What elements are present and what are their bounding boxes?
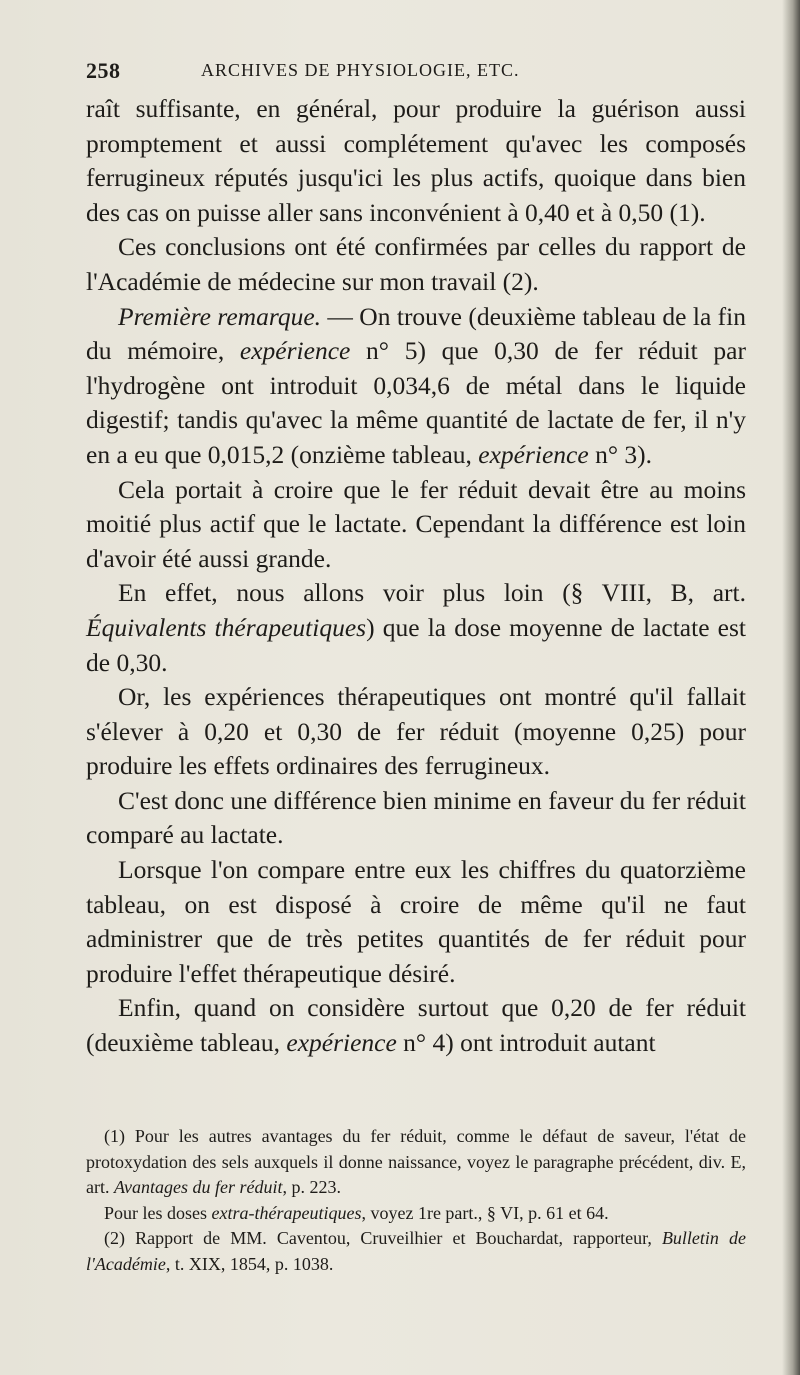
paragraph-text: n° 4) ont introduit autant (396, 1028, 656, 1058)
footnote-text: (2) Rapport de MM. Caventou, Cruveilhier et Bouchardat, rapporteur, (104, 1228, 662, 1248)
paragraph-text: En effet, nous allons voir plus loin (§ VIII, B, art. (118, 578, 746, 608)
footnote-1 (86, 1124, 746, 1201)
footnote-text: , voyez 1re part., § VI, p. 61 et 64. (361, 1202, 609, 1223)
paragraph-text: C'est donc une différence bien minime en faveur du fer réduit comparé au lactate. (86, 785, 746, 850)
paragraph (86, 784, 746, 853)
paragraph-text: — On trouve (deuxième tableau de la fin du mémoire, (86, 301, 746, 366)
paragraph-text: Cela portait à croire que le fer réduit devait être au moins moitié plus actif que le lactate. Cependant la différence est loin d'avoir été aussi grande. (86, 474, 746, 573)
emphasis: expérience (286, 1028, 397, 1058)
footnotes (86, 1124, 746, 1277)
paragraph (86, 473, 746, 577)
footnote-text: (1) Pour les autres avantages du fer réduit, comme le défaut de saveur, l'état de protoxydation des sels auxquels il donne naissance, voyez le paragraphe précédent, div. E, art. (86, 1126, 746, 1197)
page-number: 258 (86, 58, 121, 83)
paragraph (86, 300, 746, 473)
paragraph-text: Lorsque l'on compare entre eux les chiffres du quatorzième tableau, on est disposé à croire de même qu'il ne faut administrer que de très petites quantités de fer réduit pour produire l'effet thérapeutique désiré. (86, 855, 746, 988)
page-edge-shadow (782, 0, 800, 1375)
paragraph (86, 230, 746, 299)
emphasis: extra-thérapeutiques (211, 1202, 362, 1223)
emphasis: Équivalents thérapeutiques (86, 612, 367, 642)
emphasis: Bulletin de l'Académie (86, 1228, 747, 1274)
paragraph-text: raît suffisante, en général, pour produire la guérison aussi promptement et aussi complétement qu'avec les composés ferrugineux réputés jusqu'ici les plus actifs, quoique dans bien des cas on puisse aller sans inconvénient à 0,40 et à 0,50 (1). (86, 94, 746, 227)
paragraph-text: Enfin, quand on considère surtout que 0,20 de fer réduit (deuxième tableau, (86, 993, 746, 1058)
emphasis: expérience (478, 439, 589, 469)
paragraph-text: ) que la dose moyenne de lactate est de 0,30. (86, 612, 746, 677)
paragraph-text: Ces conclusions ont été confirmées par celles du rapport de l'Académie de médecine sur mon travail (2). (86, 232, 746, 296)
paragraph (86, 576, 746, 680)
paragraph-text: Or, les expériences thérapeutiques ont montré qu'il fallait s'élever à 0,20 et 0,30 de fer réduit (moyenne 0,25) pour produire les effets ordinaires des ferrugineux. (86, 682, 746, 781)
body-text (86, 92, 746, 1061)
emphasis: expérience (239, 336, 351, 366)
footnote-2 (86, 1226, 746, 1277)
paragraph (86, 853, 746, 991)
running-title: ARCHIVES DE PHYSIOLOGIE, ETC. (201, 60, 520, 80)
footnote-text: , p. 223. (282, 1177, 341, 1197)
page-header (86, 58, 746, 88)
paragraph-text: n° 5) que 0,30 de fer réduit par l'hydrogène ont introduit 0,034,6 de métal dans le liquide digestif; tandis qu'avec la même quantité de lactate de fer, il n'y en a eu que 0,015,2 (onzième tableau, (86, 336, 746, 469)
footnote-1-continued (86, 1201, 746, 1227)
paragraph (86, 991, 746, 1060)
remark-title: Première remarque. (118, 301, 322, 331)
emphasis: Avantages du fer réduit (113, 1177, 283, 1197)
footnote-text: Pour les doses (104, 1202, 212, 1223)
paragraph (86, 680, 746, 784)
footnote-text: , t. XIX, 1854, p. 1038. (165, 1253, 334, 1274)
paragraph (86, 92, 746, 230)
paragraph-text: n° 3). (588, 439, 653, 469)
